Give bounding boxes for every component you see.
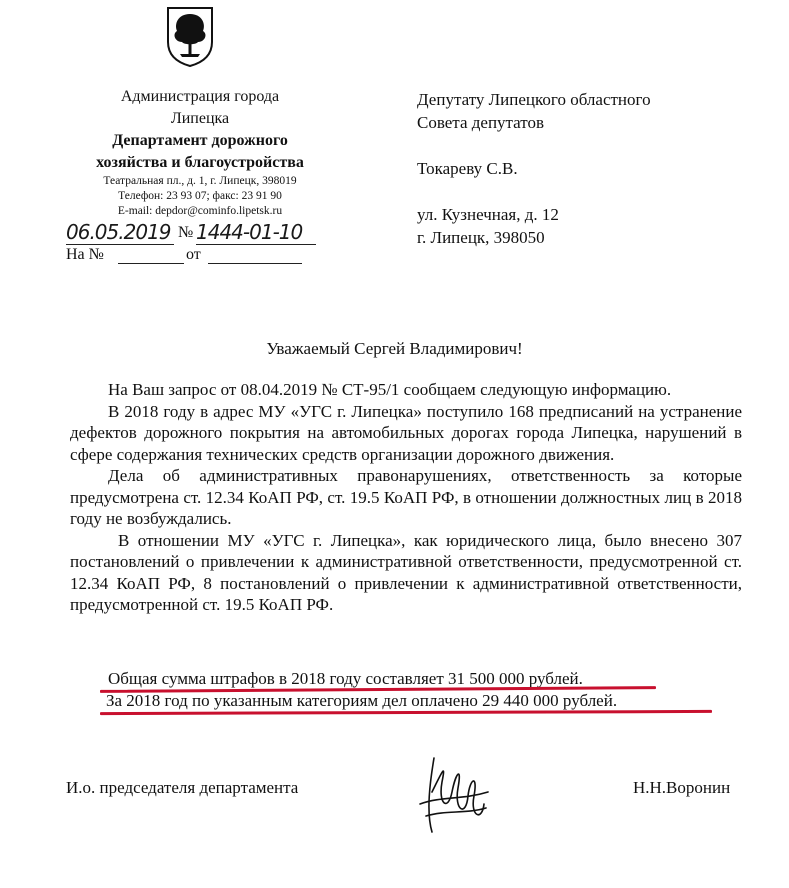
recipient-name: Токареву С.В. bbox=[417, 159, 518, 178]
recipient-line1: Депутату Липецкого областного bbox=[417, 90, 651, 109]
spacer bbox=[417, 134, 651, 157]
recipient-line2: Совета депутатов bbox=[417, 113, 545, 132]
date-underline bbox=[66, 244, 174, 245]
highlight-fines-paid: За 2018 год по указанным категориям дел оплачено 29 440 000 рублей. bbox=[106, 691, 618, 710]
coat-of-arms-emblem bbox=[160, 4, 220, 68]
paragraph-2: В 2018 году в адрес МУ «УГС г. Липецка» поступило 168 предписаний на устранение дефектов дорожного покрытия на автомобильных дорогах города Липецка, нарушений в сфере содержания технических средств организации дорожного движения. bbox=[70, 401, 742, 464]
paragraph-1: На Ваш запрос от 08.04.2019 № СТ-95/1 сообщаем следующую информацию. bbox=[108, 380, 672, 399]
number-underline bbox=[196, 244, 316, 245]
spacer bbox=[417, 180, 651, 203]
signer-name: Н.Н.Воронин bbox=[633, 778, 731, 797]
letter-body bbox=[70, 379, 742, 616]
signer-title: И.о. председателя департамента bbox=[66, 778, 299, 797]
recipient-block bbox=[417, 88, 651, 249]
sender-phone: Телефон: 23 93 07; факс: 23 91 90 bbox=[118, 190, 282, 202]
in-reply-line bbox=[66, 246, 366, 270]
sender-org-line2: Липецка bbox=[170, 110, 230, 127]
sender-block bbox=[40, 86, 360, 219]
recipient-street: ул. Кузнечная, д. 12 bbox=[417, 205, 559, 224]
sender-address: Театральная пл., д. 1, г. Липецк, 398019 bbox=[103, 175, 297, 187]
in-reply-label: На № bbox=[66, 246, 104, 263]
registration-number: 1444-01-10 bbox=[196, 220, 303, 244]
sender-dept-line2: хозяйства и благоустройства bbox=[96, 154, 304, 171]
sender-dept-line1: Департамент дорожного bbox=[112, 132, 288, 149]
handwritten-signature bbox=[412, 752, 492, 836]
from-label: от bbox=[186, 246, 201, 263]
from-date-blank bbox=[208, 263, 302, 264]
recipient-city: г. Липецк, 398050 bbox=[417, 228, 545, 247]
paragraph-4: В отношении МУ «УГС г. Липецка», как юридического лица, было внесено 307 постановлений о привлечении к административной ответственности, предусмотренной ст. 12.34 КоАП РФ, 8 постановлений о привлечении к административной ответственности, предусмотренной ст. 19.5 КоАП РФ. bbox=[70, 530, 742, 614]
sender-email: E-mail: depdor@cominfo.lipetsk.ru bbox=[117, 205, 283, 217]
number-label: № bbox=[178, 224, 194, 241]
registration-line bbox=[66, 220, 366, 248]
sender-org-line1: Администрация города bbox=[120, 88, 280, 105]
registration-date: 06.05.2019 bbox=[66, 220, 171, 244]
in-reply-number-blank bbox=[118, 263, 184, 264]
letter-greeting: Уважаемый Сергей Владимирович! bbox=[266, 339, 523, 358]
paragraph-3: Дела об административных правонарушениях, ответственность за которые предусмотрена ст. 12.34 КоАП РФ, ст. 19.5 КоАП РФ, в отношении должностных лиц в 2018 году не возбуждались. bbox=[70, 466, 742, 528]
highlight-fines-total: Общая сумма штрафов в 2018 году составляет 31 500 000 рублей. bbox=[108, 669, 583, 688]
